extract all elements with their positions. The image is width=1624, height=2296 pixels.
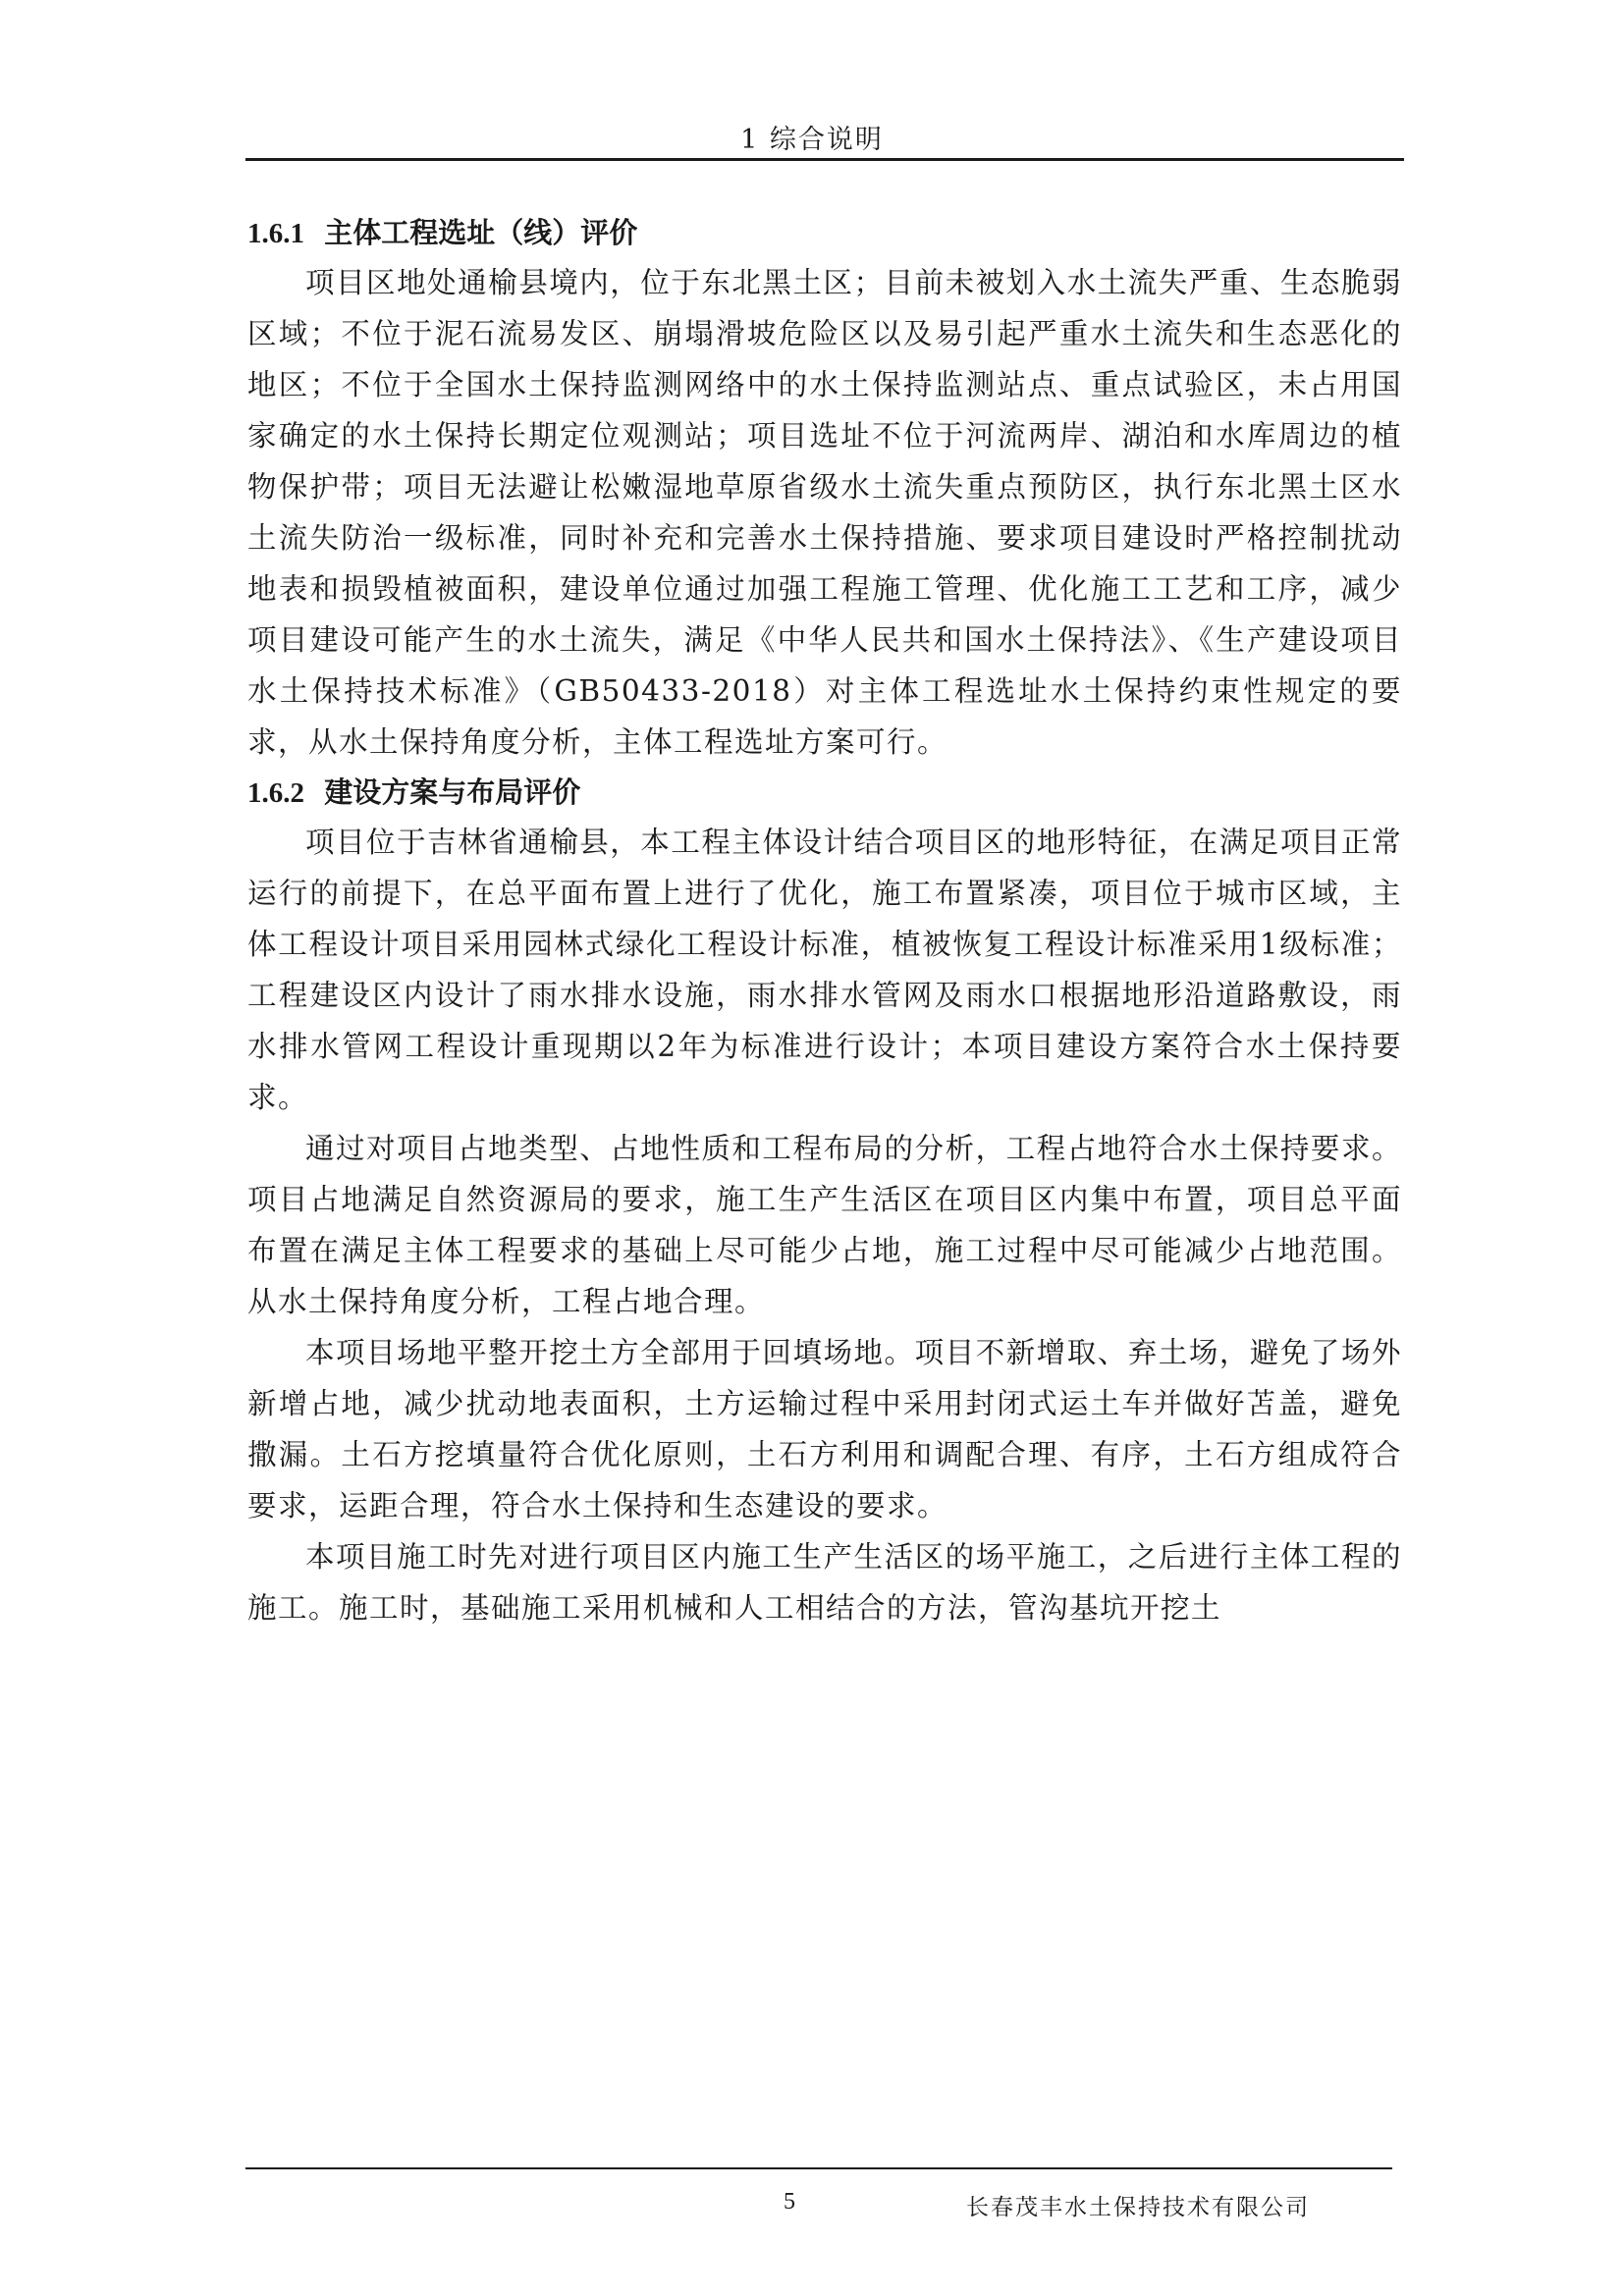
running-header-title: 1 综合说明: [740, 125, 884, 155]
paragraph: 通过对项目占地类型、占地性质和工程布局的分析，工程占地符合水土保持要求。项目占地满足自然资源局的要求，施工生产生活区在项目区内集中布置，项目总平面布置在满足主体工程要求的基础上尽可能少占地，施工过程中尽可能减少占地范围。从水土保持角度分析，工程占地合理。: [247, 1132, 1402, 1318]
header-divider: [245, 158, 1404, 161]
footer-divider: [245, 2167, 1392, 2169]
paragraph: 项目位于吉林省通榆县，本工程主体设计结合项目区的地形特征，在满足项目正常运行的前提下，在总平面布置上进行了优化，施工布置紧凑，项目位于城市区域，主体工程设计项目采用园林式绿化工程设计标准，植被恢复工程设计标准采用1级标准；工程建设区内设计了雨水排水设施，雨水排水管网及雨水口根据地形沿道路敷设，雨水排水管网工程设计重现期以2年为标准进行设计；本项目建设方案符合水土保持要求。: [247, 826, 1402, 1114]
paragraph: 项目区地处通榆县境内，位于东北黑土区；目前未被划入水土流失严重、生态脆弱区域；不位于泥石流易发区、崩塌滑坡危险区以及易引起严重水土流失和生态恶化的地区；不位于全国水土保持监测网络中的水土保持监测站点、重点试验区，未占用国家确定的水土保持长期定位观测站；项目选址不位于河流两岸、湖泊和水库周边的植物保护带；项目无法避让松嫩湿地草原省级水土流失重点预防区，执行东北黑土区水土流失防治一级标准，同时补充和完善水土保持措施、要求项目建设时严格控制扰动地表和损毁植被面积，建设单位通过加强工程施工管理、优化施工工艺和工序，减少项目建设可能产生的水土流失，满足《中华人民共和国水土保持法》、《生产建设项目水土保持技术标准》（GB50433-2018）对主体工程选址水土保持约束性规定的要求，从水土保持角度分析，主体工程选址方案可行。: [247, 266, 1402, 759]
section-number: 1.6.2: [247, 777, 304, 809]
paragraph: 本项目施工时先对进行项目区内施工生产生活区的场平施工，之后进行主体工程的施工。施工时，基础施工采用机械和人工相结合的方法，管沟基坑开挖土: [247, 1540, 1402, 1625]
section-number: 1.6.1: [247, 218, 304, 249]
section-title: 主体工程选址（线）评价: [324, 216, 638, 249]
section-heading-1-6-2: [247, 768, 1402, 817]
paragraph: 本项目场地平整开挖土方全部用于回填场地。项目不新增取、弃土场，避免了场外新增占地，减少扰动地表面积，土方运输过程中采用封闭式运土车并做好苫盖，避免撒漏。土石方挖填量符合优化原则，土石方利用和调配合理、有序，土石方组成符合要求，运距合理，符合水土保持和生态建设的要求。: [247, 1336, 1402, 1522]
page-body: [247, 208, 1402, 1633]
section-title: 建设方案与布局评价: [324, 775, 581, 809]
section-heading-1-6-1: [247, 208, 1402, 257]
page-number: 5: [784, 2189, 795, 2215]
footer-company-name: 长春茂丰水土保持技术有限公司: [966, 2195, 1310, 2220]
